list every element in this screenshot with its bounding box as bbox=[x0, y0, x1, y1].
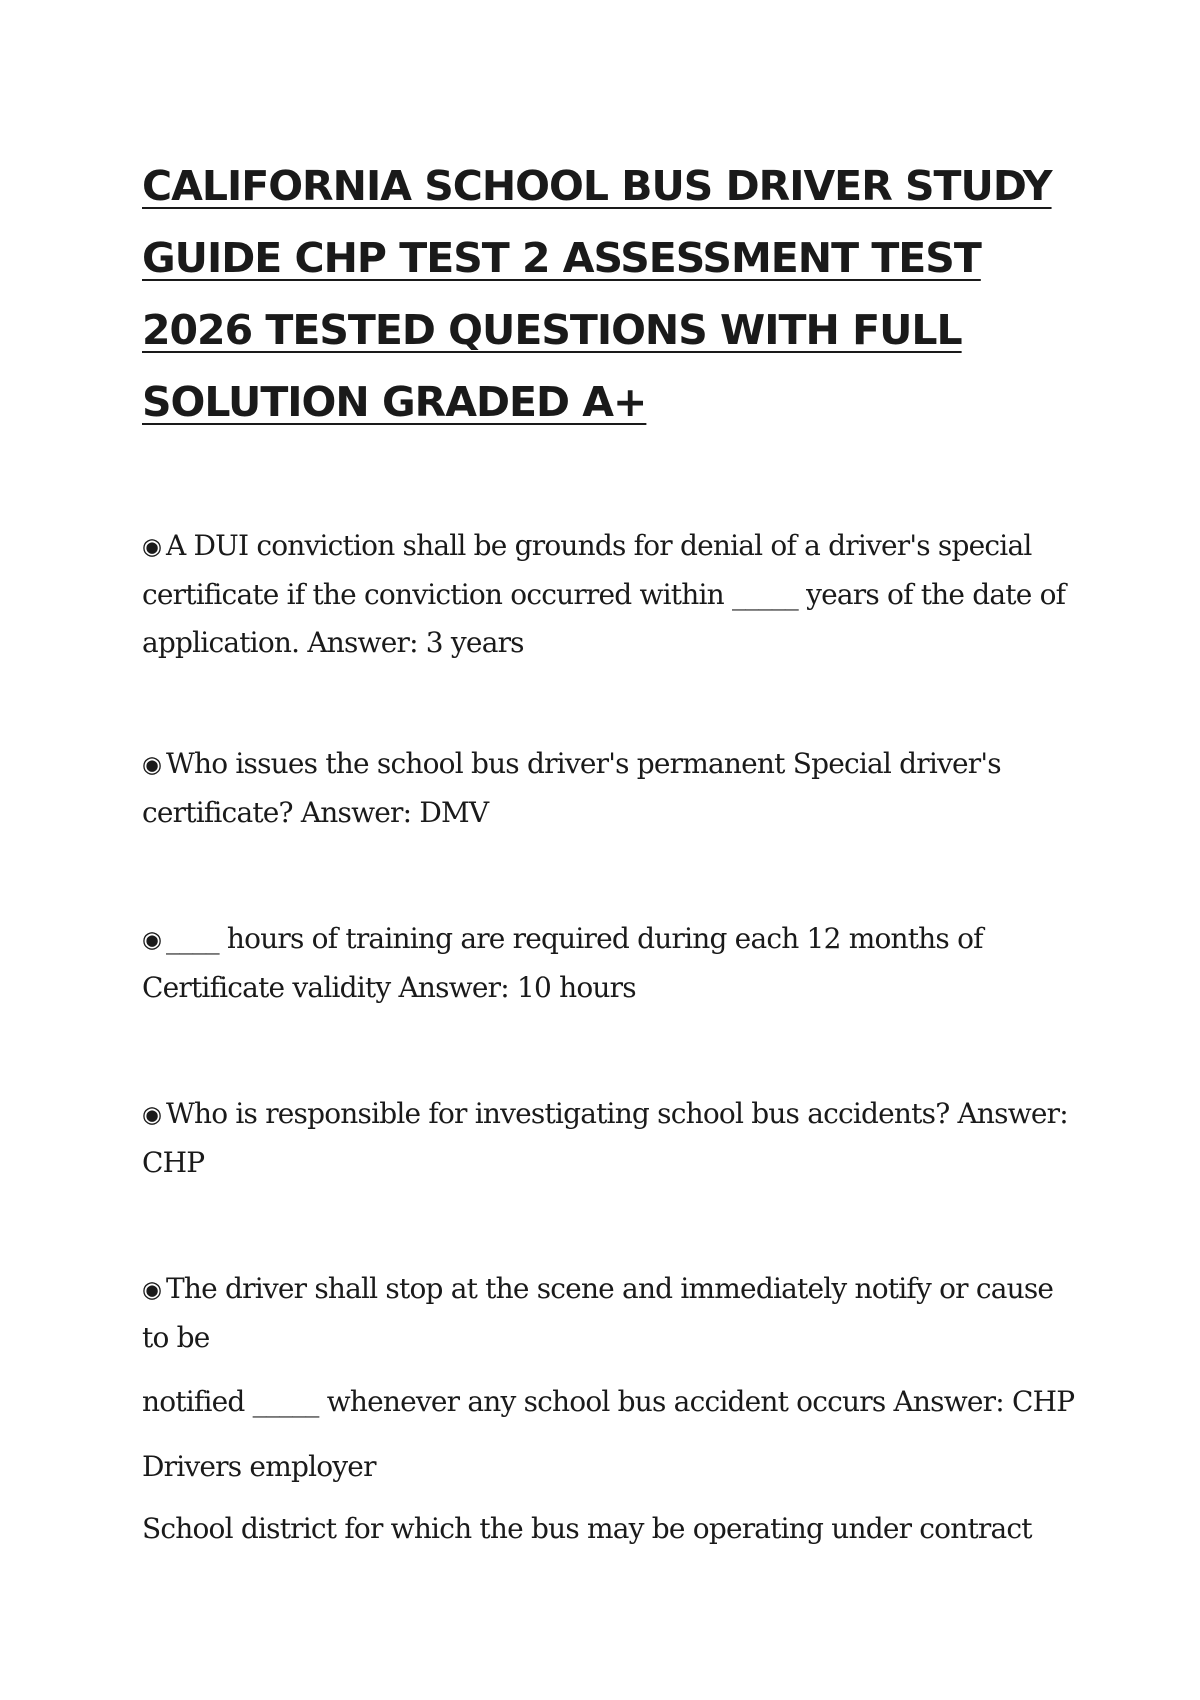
question-text: The driver shall stop at the scene and immediately notify or cause to be bbox=[142, 1272, 1054, 1354]
question-text: A DUI conviction shall be grounds for denial of a driver's special certificate if the conviction occurred within _____ years of the date of application. Answer: 3 years bbox=[142, 529, 1066, 659]
question-item bbox=[142, 522, 1082, 667]
document-title bbox=[142, 150, 1082, 438]
radio-bullet-icon: ◉ bbox=[142, 1277, 162, 1303]
question-item bbox=[142, 1090, 1082, 1187]
question-item bbox=[142, 915, 1082, 1012]
question-item bbox=[142, 740, 1082, 837]
document-title-text: CALIFORNIA SCHOOL BUS DRIVER STUDY GUIDE CHP TEST 2 ASSESSMENT TEST 2026 TESTED QUESTIONS WITH FULL SOLUTION GRADED A+ bbox=[142, 162, 1052, 426]
question-item bbox=[142, 1265, 1082, 1362]
question-text: ____ hours of training are required during each 12 months of Certificate validity Answer: 10 hours bbox=[142, 922, 983, 1004]
continuation-line: School district for which the bus may be operating under contract bbox=[142, 1512, 1032, 1545]
continuation-line: Drivers employer bbox=[142, 1450, 376, 1483]
radio-bullet-icon: ◉ bbox=[142, 927, 162, 953]
continuation-line: notified _____ whenever any school bus accident occurs Answer: CHP bbox=[142, 1385, 1075, 1418]
radio-bullet-icon: ◉ bbox=[142, 534, 162, 560]
question-text: Who is responsible for investigating school bus accidents? Answer: CHP bbox=[142, 1097, 1068, 1179]
question-text: Who issues the school bus driver's permanent Special driver's certificate? Answer: DMV bbox=[142, 747, 1001, 829]
radio-bullet-icon: ◉ bbox=[142, 1102, 162, 1128]
radio-bullet-icon: ◉ bbox=[142, 752, 162, 778]
